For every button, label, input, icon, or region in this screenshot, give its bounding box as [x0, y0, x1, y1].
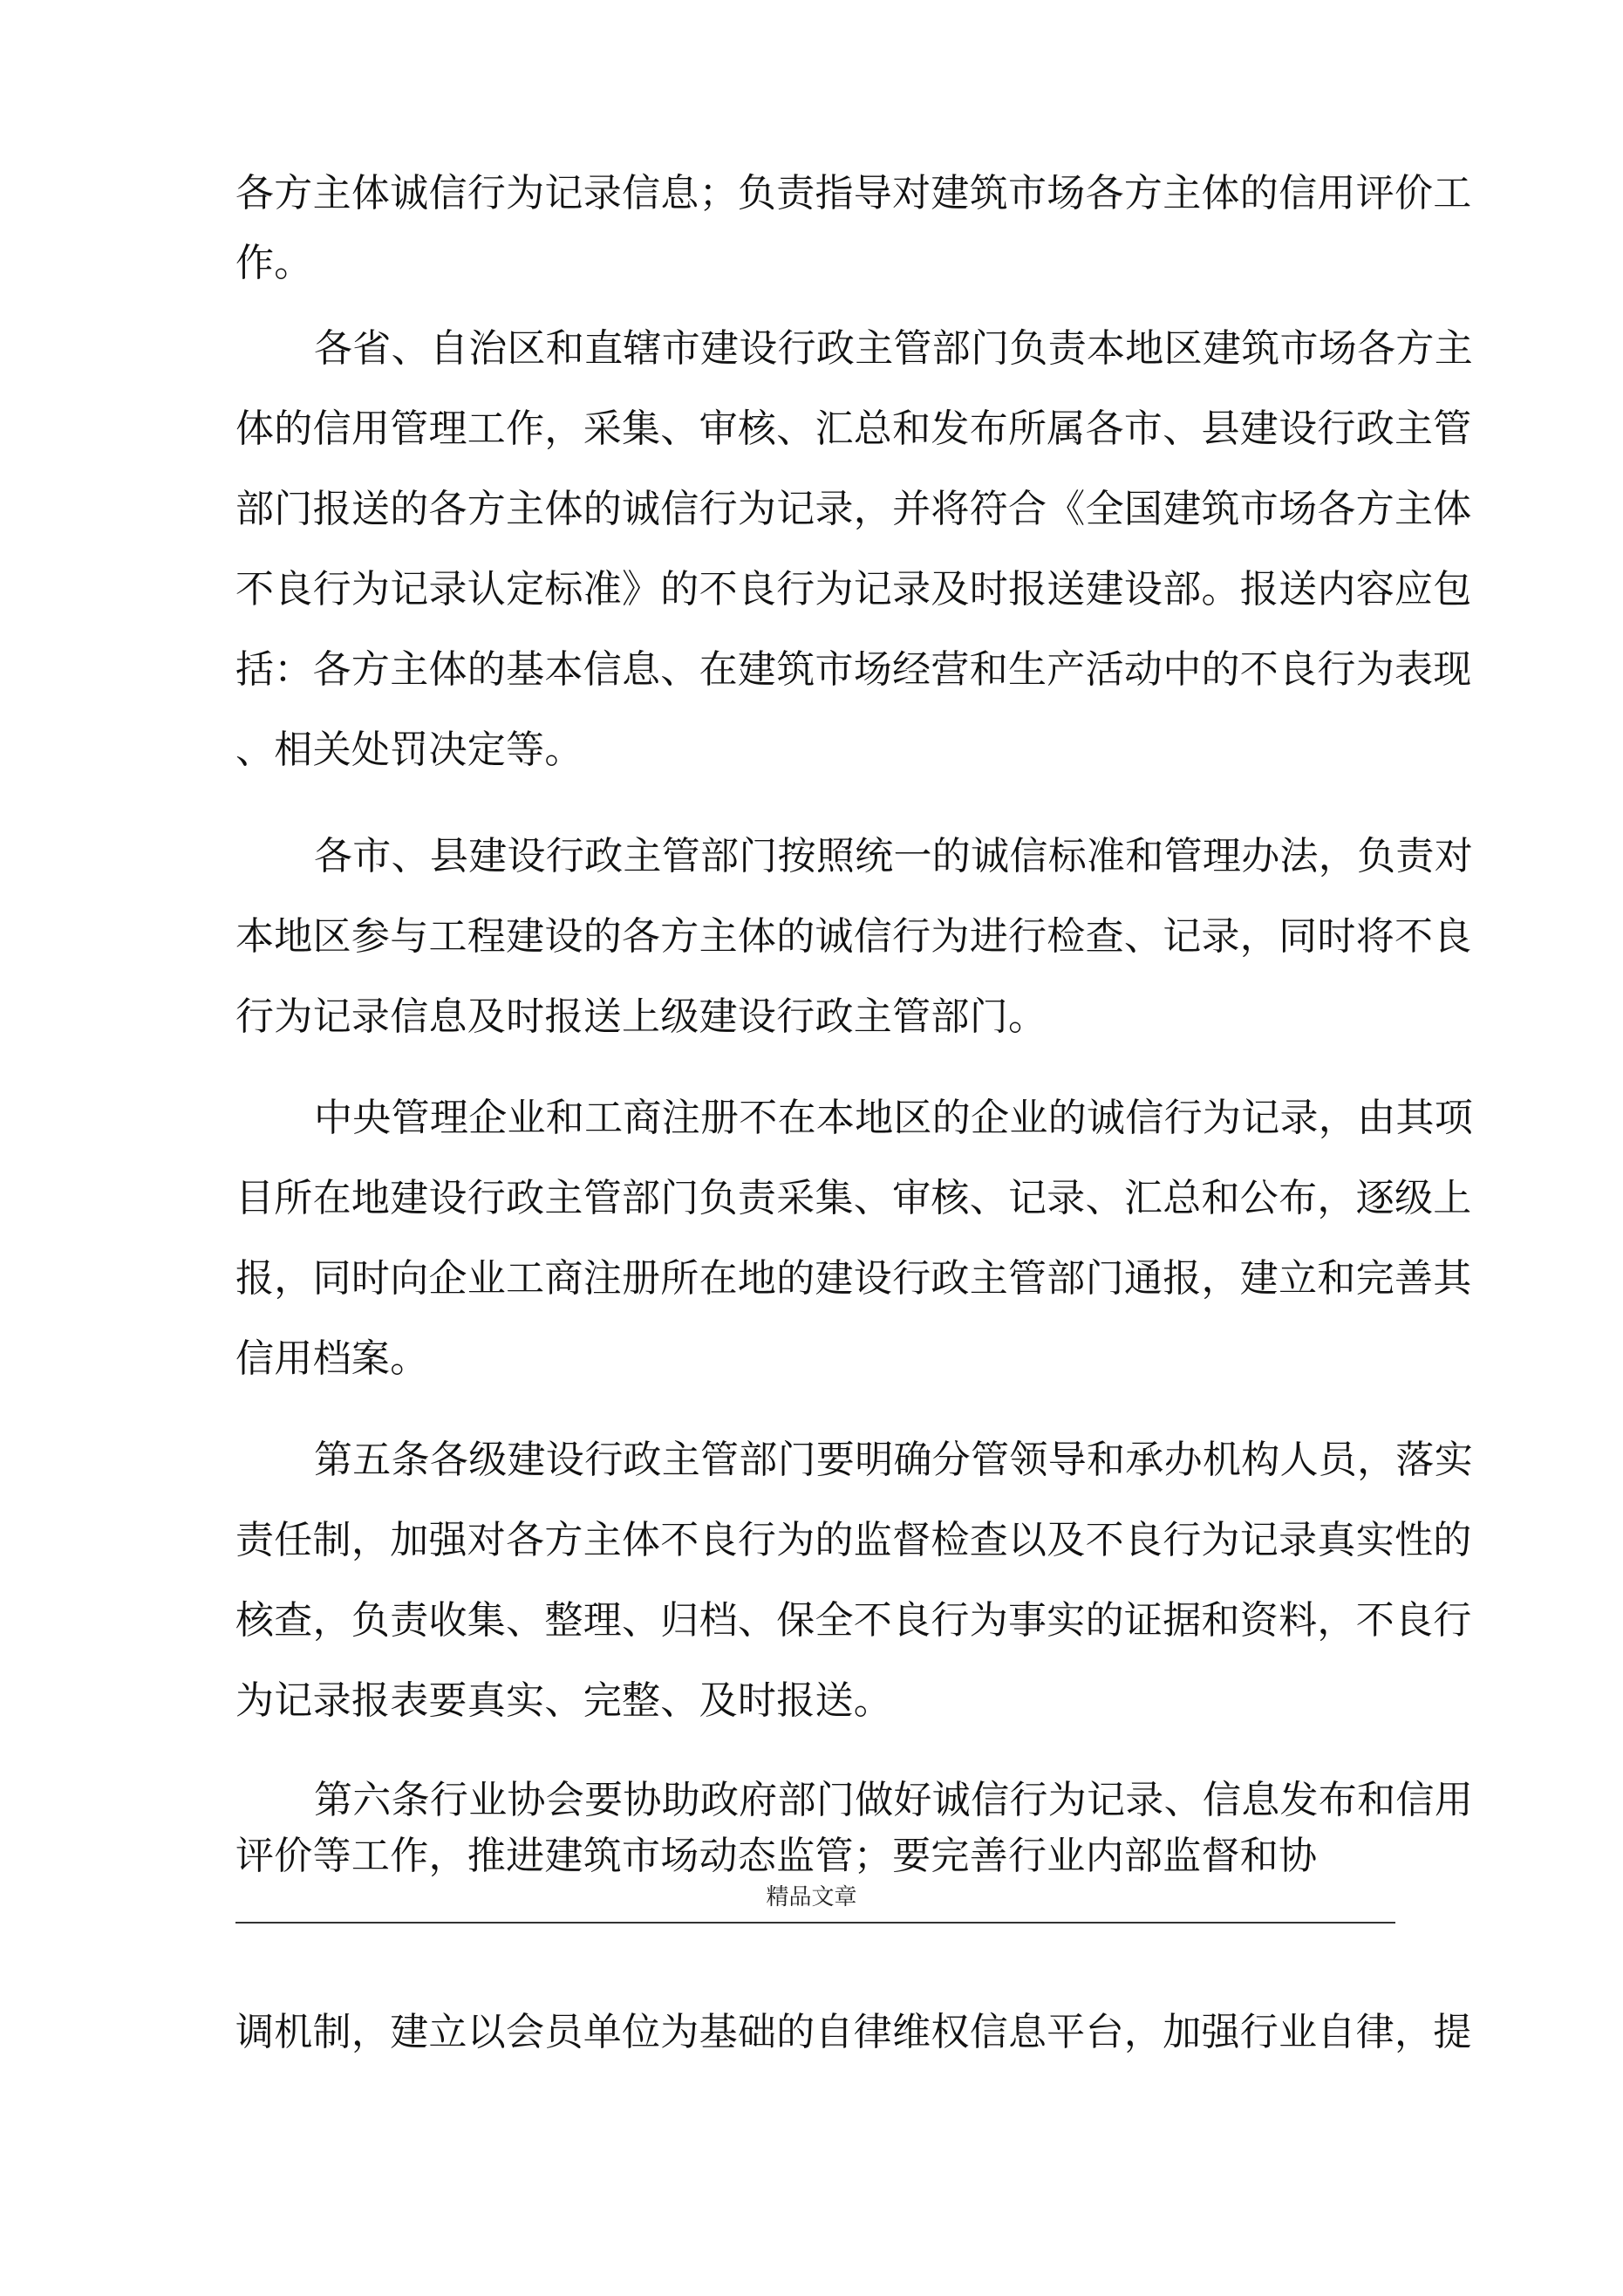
text-line: 信用档案。: [235, 1336, 429, 1381]
paragraph-first-line: 第六条行业协会要协助政府部门做好诚信行为记录、信息发布和信用: [314, 1778, 1473, 1822]
paragraph-first-line: 各省、自治区和直辖市建设行政主管部门负责本地区建筑市场各方主: [314, 326, 1473, 371]
text-line: 各方主体诚信行为记录信息；负责指导对建筑市场各方主体的信用评价工: [235, 171, 1472, 215]
text-line: 本地区参与工程建设的各方主体的诚信行为进行检查、记录，同时将不良: [235, 914, 1472, 959]
text-line: 调机制，建立以会员单位为基础的自律维权信息平台，加强行业自律，提: [235, 2010, 1472, 2054]
text-line: 体的信用管理工作，采集、审核、汇总和发布所属各市、县建设行政主管: [235, 407, 1472, 451]
paragraph-first-line: 第五条各级建设行政主管部门要明确分管领导和承办机构人员，落实: [314, 1438, 1473, 1482]
text-line: 作。: [235, 241, 313, 285]
footer-divider: [235, 1922, 1395, 1924]
text-line: 责任制，加强对各方主体不良行为的监督检查以及不良行为记录真实性的: [235, 1518, 1472, 1562]
text-line: 括：各方主体的基本信息、在建筑市场经营和生产活动中的不良行为表现: [235, 647, 1472, 692]
text-line: 核查，负责收集、整理、归档、保全不良行为事实的证据和资料，不良行: [235, 1598, 1472, 1643]
paragraph-first-line: 中央管理企业和工商注册不在本地区的企业的诚信行为记录，由其项: [314, 1096, 1473, 1140]
text-line: 评价等工作，推进建筑市场动态监管；要完善行业内部监督和协: [235, 1834, 1318, 1878]
text-line: 不良行为记录认定标准》的不良行为记录及时报送建设部。报送内容应包: [235, 567, 1472, 612]
text-line: 目所在地建设行政主管部门负责采集、审核、记录、汇总和公布，逐级上: [235, 1176, 1472, 1220]
text-line: 部门报送的各方主体的诚信行为记录，并将符合《全国建筑市场各方主体: [235, 487, 1472, 531]
text-line: 报，同时向企业工商注册所在地的建设行政主管部门通报，建立和完善其: [235, 1256, 1472, 1301]
paragraph-first-line: 各市、县建设行政主管部门按照统一的诚信标准和管理办法，负责对: [314, 834, 1473, 878]
page-footer-label: 精品文章: [766, 1884, 857, 1910]
text-line: 、相关处罚决定等。: [235, 728, 583, 772]
text-line: 为记录报表要真实、完整、及时报送。: [235, 1678, 893, 1723]
text-line: 行为记录信息及时报送上级建设行政主管部门。: [235, 994, 1047, 1039]
